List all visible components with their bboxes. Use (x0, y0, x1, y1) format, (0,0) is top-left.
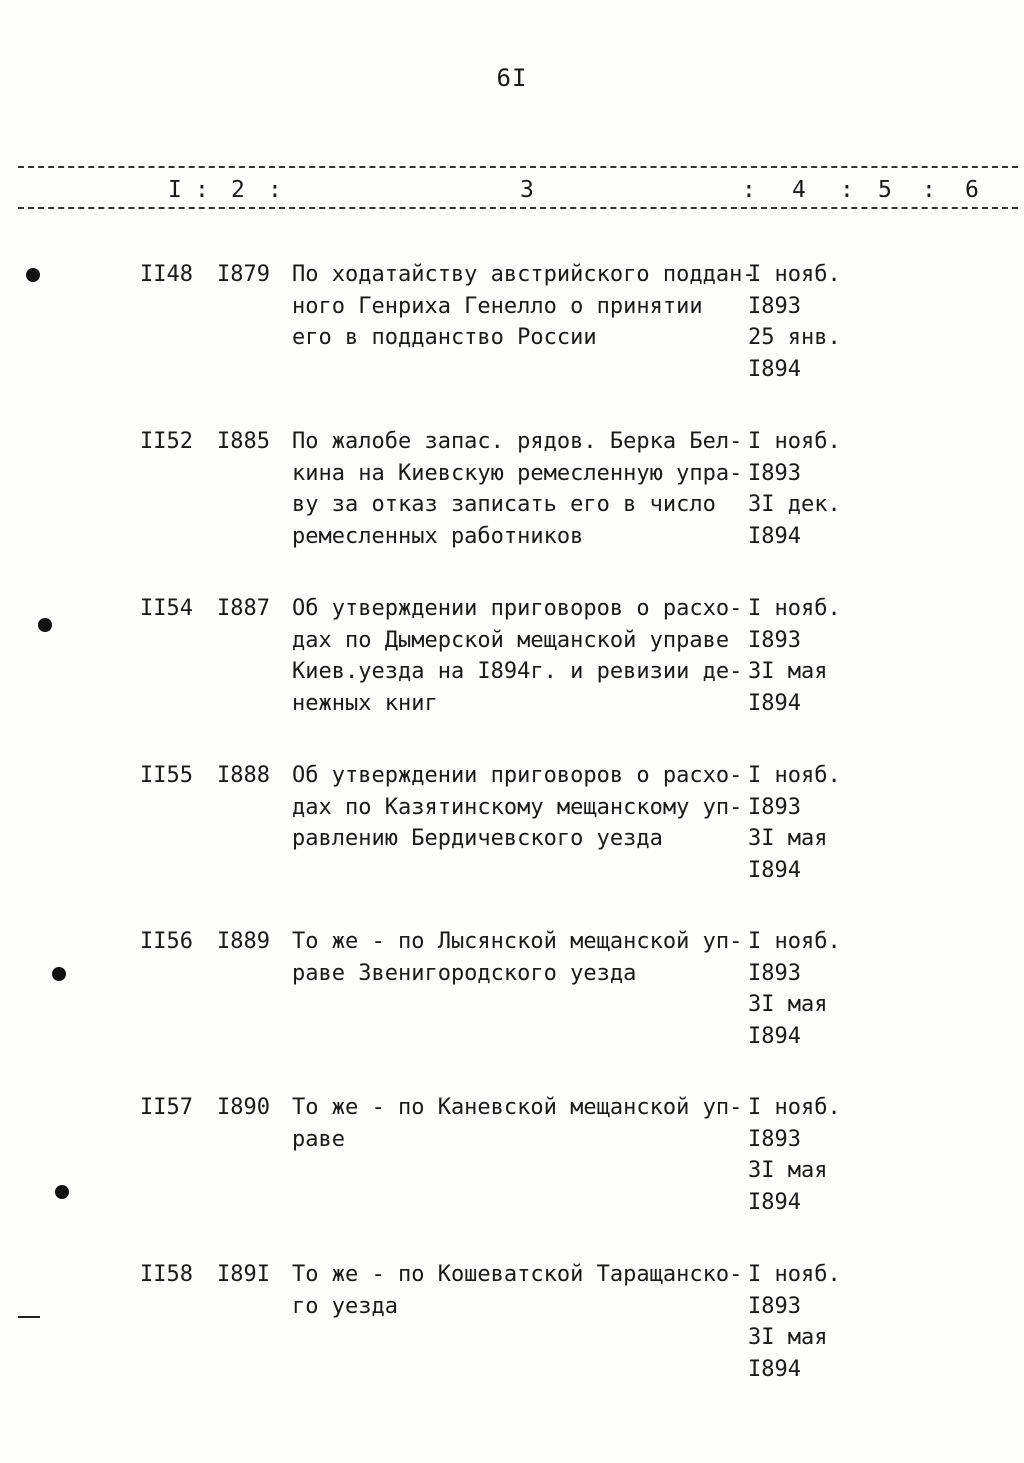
date-line: 3I дек. (748, 492, 841, 517)
entry-number: II57 (140, 1095, 193, 1120)
file-number: I89I (217, 1262, 270, 1287)
date-line: I894 (748, 1356, 801, 1382)
column-separator: : (195, 177, 209, 203)
date-line: I894 (748, 1189, 801, 1215)
entry-dates (748, 259, 858, 385)
description-line: ву за отказ записать его в число (292, 492, 716, 517)
date-line: 3I мая (748, 1158, 828, 1183)
entry-number: II55 (140, 763, 193, 788)
punch-hole (52, 967, 66, 981)
description-line: Об утверждении приговоров о расхо- (292, 763, 743, 788)
description-line: Киев.уезда на I894г. и ревизии де- (292, 659, 743, 684)
date-line: I нояб. (748, 262, 841, 287)
date-line: I893 (748, 460, 801, 486)
margin-mark (18, 1316, 40, 1318)
description-line: равлению Бердичевского уезда (292, 826, 663, 851)
date-line: I нояб. (748, 1095, 841, 1120)
description-line: раве Звенигородского уезда (292, 960, 637, 986)
entry-number: II58 (140, 1262, 193, 1287)
date-line: I нояб. (748, 429, 841, 454)
header-bottom-rule (18, 207, 1018, 209)
column-header-3: 3 (520, 177, 534, 203)
column-header-5: 5 (878, 177, 892, 203)
description-line: нежных книг (292, 690, 438, 716)
date-line: I894 (748, 523, 801, 549)
entry-number: II52 (140, 429, 193, 454)
date-line: I894 (748, 690, 801, 716)
description-line: кина на Киевскую ремесленную упра- (292, 460, 743, 486)
column-header-6: 6 (965, 177, 979, 203)
punch-hole (55, 1185, 69, 1199)
entry-description (292, 926, 742, 989)
description-line: Об утверждении приговоров о расхо- (292, 596, 743, 621)
description-line: дах по Казятинскому мещанскому уп- (292, 794, 743, 820)
entry-description (292, 593, 742, 719)
column-separator: : (268, 177, 282, 203)
entry-dates (748, 1259, 858, 1385)
entry-description (292, 760, 742, 855)
file-number: I890 (217, 1095, 270, 1120)
entry-dates (748, 593, 858, 719)
description-line: раве (292, 1126, 345, 1152)
header-top-rule (18, 166, 1018, 168)
entry-number: II56 (140, 929, 193, 954)
description-line: По жалобе запас. рядов. Берка Бел- (292, 429, 743, 454)
description-line: То же - по Кошеватской Таращанско- (292, 1262, 743, 1287)
description-line: го уезда (292, 1293, 398, 1319)
date-line: I нояб. (748, 596, 841, 621)
punch-hole (26, 268, 40, 282)
column-separator: : (742, 177, 756, 203)
date-line: I893 (748, 1126, 801, 1152)
entry-description (292, 1092, 742, 1155)
page-number: 6I (496, 64, 528, 92)
entry-description (292, 1259, 742, 1322)
date-line: 25 янв. (748, 325, 841, 350)
entry-dates (748, 926, 858, 1052)
date-line: I нояб. (748, 763, 841, 788)
entry-number: II54 (140, 596, 193, 621)
description-line: По ходатайству австрийского поддан- (292, 262, 756, 287)
date-line: I нояб. (748, 929, 841, 954)
date-line: I893 (748, 293, 801, 319)
date-line: I894 (748, 857, 801, 883)
punch-hole (38, 618, 52, 632)
date-line: I893 (748, 627, 801, 653)
column-separator: : (922, 177, 936, 203)
entry-description (292, 426, 742, 552)
column-header-2: 2 (231, 177, 245, 203)
date-line: I нояб. (748, 1262, 841, 1287)
column-separator: : (840, 177, 854, 203)
description-line: То же - по Лысянской мещанской уп- (292, 929, 743, 954)
file-number: I888 (217, 763, 270, 788)
column-header-1: I (168, 177, 182, 203)
entry-dates (748, 760, 858, 886)
date-line: I893 (748, 960, 801, 986)
entry-description (292, 259, 756, 354)
date-line: 3I мая (748, 1325, 828, 1350)
file-number: I887 (217, 596, 270, 621)
date-line: I894 (748, 356, 801, 382)
file-number: I889 (217, 929, 270, 954)
column-header-4: 4 (792, 177, 806, 203)
date-line: I894 (748, 1023, 801, 1049)
date-line: I893 (748, 794, 801, 820)
description-line: дах по Дымерской мещанской управе (292, 627, 730, 653)
entry-dates (748, 426, 858, 552)
description-line: То же - по Каневской мещанской уп- (292, 1095, 743, 1120)
date-line: I893 (748, 1293, 801, 1319)
description-line: ремесленных работников (292, 523, 584, 549)
date-line: 3I мая (748, 992, 828, 1017)
description-line: его в подданство России (292, 325, 597, 350)
entry-number: II48 (140, 262, 193, 287)
entry-dates (748, 1092, 858, 1218)
date-line: 3I мая (748, 659, 828, 684)
date-line: 3I мая (748, 826, 828, 851)
file-number: I879 (217, 262, 270, 287)
file-number: I885 (217, 429, 270, 454)
description-line: ного Генриха Генелло о принятии (292, 293, 703, 319)
